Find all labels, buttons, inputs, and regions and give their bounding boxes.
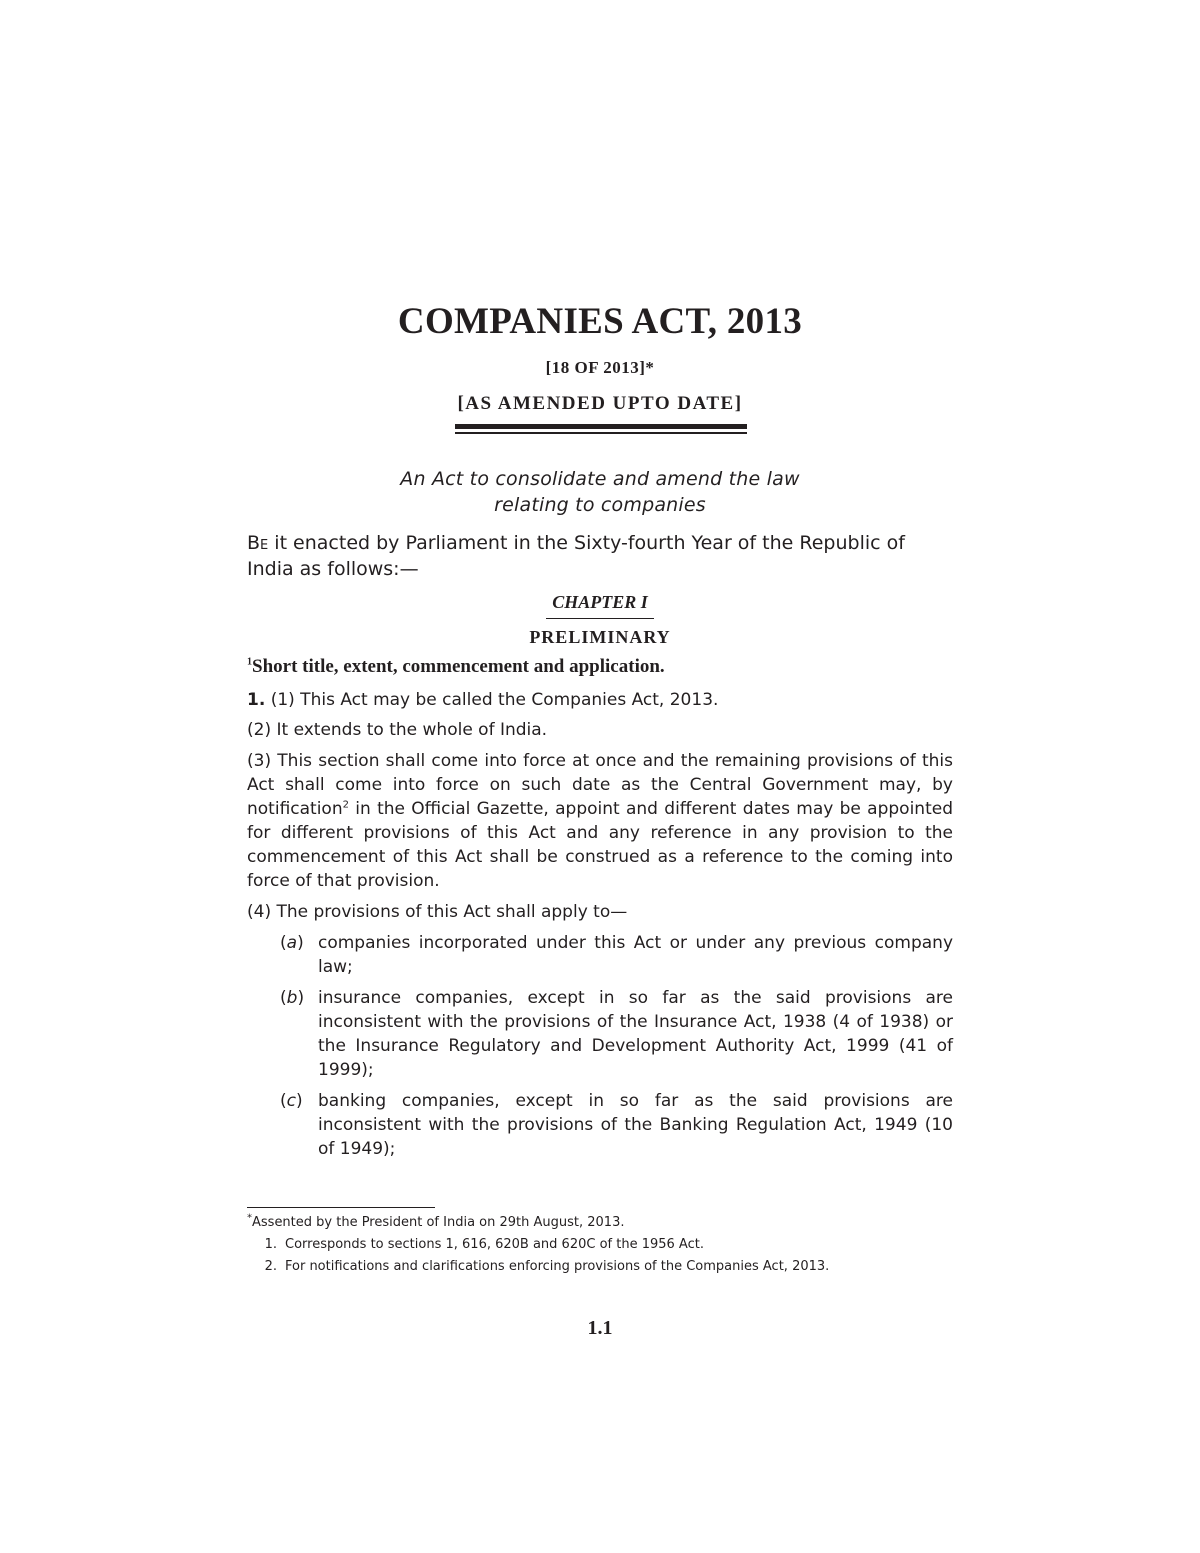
list-item — [280, 986, 953, 1082]
subsection-4: (4) The provisions of this Act shall apply to— — [247, 902, 628, 922]
amendment-status: [AS AMENDED UPTO DATE] — [457, 393, 743, 414]
list-item-text: insurance companies, except in so far as the said provisions are inconsistent with the provisions of the Insurance Act, 1938 (4 of 1938) or the Insurance Regulatory and Development Authority Act, 1999 (41 of 1999); — [318, 988, 953, 1080]
preamble-line-1: An Act to consolidate and amend the law — [400, 468, 800, 490]
act-title: COMPANIES ACT, 2013 — [397, 301, 803, 342]
subsection-3 — [247, 749, 953, 893]
enactment-clause — [247, 530, 953, 582]
footnote-2: 2. For notifications and clarifications enforcing provisions of the Companies Act, 2013. — [264, 1259, 830, 1274]
chapter-underline — [546, 618, 654, 619]
subsection-1-text: (1) This Act may be called the Companies Act, 2013. — [265, 690, 719, 710]
list-item-text: banking companies, except in so far as the said provisions are inconsistent with the provisions of the Banking Regulation Act, 1949 (10 of 1949); — [318, 1091, 953, 1159]
list-item-label: (a) — [280, 933, 304, 953]
footnotes — [247, 1212, 953, 1278]
title-rule-thin — [455, 432, 747, 434]
enactment-text: it enacted by Parliament in the Sixty-fourth Year of the Republic of India as follows:— — [247, 532, 905, 580]
page-number: 1.1 — [587, 1317, 613, 1339]
subsection-2: (2) It extends to the whole of India. — [247, 720, 548, 740]
footnote-star: *Assented by the President of India on 29th August, 2013. — [247, 1212, 625, 1230]
act-number — [0, 358, 1200, 378]
chapter-label: CHAPTER I — [552, 592, 648, 612]
enactment-lead: Be — [247, 532, 269, 554]
section-heading-mark: 1 — [247, 656, 252, 668]
notification-footnote-mark: 2 — [342, 799, 349, 811]
list-item — [280, 1089, 953, 1161]
list-item-label: (c) — [280, 1091, 303, 1111]
subsection-1 — [247, 688, 953, 712]
list-item-text: companies incorporated under this Act or under any previous company law; — [318, 933, 953, 977]
subsection-3-text-b: in the Official Gazette, appoint and different dates may be appointed for different provisions of this Act and any reference in any provision to the commencement of this Act shall be construed as a reference to the coming into force of that provision. — [247, 799, 953, 891]
act-number-text: [18 OF 2013] — [545, 358, 646, 377]
act-number-mark: * — [645, 358, 655, 377]
footnote-separator — [247, 1207, 435, 1208]
title-rule-thick — [455, 424, 747, 429]
chapter-name: PRELIMINARY — [529, 627, 671, 647]
subsection-3-text-a: (3) This section shall come into force at once and the remaining provisions of this Act shall come into force on such date as the Central Government may, by notification — [247, 751, 953, 819]
section-heading-text: Short title, extent, commencement and application. — [252, 656, 665, 677]
preamble — [0, 466, 1200, 518]
section-heading — [247, 656, 665, 678]
preamble-line-2: relating to companies — [494, 494, 706, 516]
footnote-1: 1. Corresponds to sections 1, 616, 620B and 620C of the 1956 Act. — [264, 1237, 704, 1252]
list-item-label: (b) — [280, 988, 305, 1008]
list-item — [280, 931, 953, 979]
section-number: 1. — [247, 690, 266, 710]
